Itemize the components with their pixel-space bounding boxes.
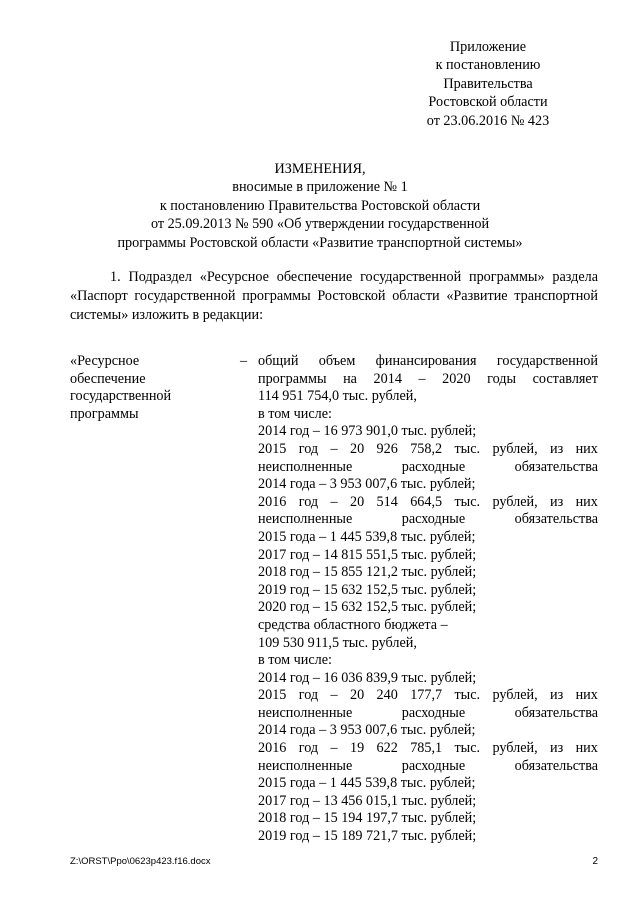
funding-line: 2017 год – 13 456 015,1 тыс. рублей;	[258, 792, 477, 809]
funding-word: рублей,	[492, 440, 538, 457]
funding-word: них	[575, 740, 598, 757]
page-number: 2	[592, 856, 598, 867]
funding-word: из	[550, 687, 564, 704]
funding-word: 664,5	[410, 493, 443, 510]
funding-word: обязательства	[514, 757, 598, 774]
funding-word: составляет	[532, 370, 598, 387]
funding-line: в том числе:	[258, 405, 332, 422]
label-line: «Ресурсное	[70, 353, 140, 369]
funding-word: объем	[318, 353, 356, 369]
funding-word: 20	[349, 687, 365, 704]
funding-word: тыс.	[454, 440, 481, 457]
funding-line	[258, 494, 598, 512]
funding-word: неисполненные	[258, 511, 353, 528]
funding-word: государственной	[496, 353, 598, 369]
funding-line: средства областного бюджета –	[258, 616, 448, 633]
funding-word: год	[298, 440, 319, 457]
funding-word: из	[550, 740, 564, 757]
label-line: программы	[70, 405, 139, 422]
title-line: к постановлению Правительства Ростовской области	[159, 197, 481, 214]
funding-word: 2020	[442, 370, 471, 387]
funding-line	[258, 353, 598, 371]
funding-line: 2015 года – 1 445 539,8 тыс. рублей;	[258, 775, 476, 792]
file-path: Z:\ORST\Ppo\0623p423.f16.docx	[70, 856, 211, 867]
funding-word: 622	[376, 740, 398, 757]
funding-word: 2016	[258, 493, 287, 510]
funding-line	[258, 371, 598, 389]
funding-line	[258, 511, 598, 529]
funding-word: тыс.	[454, 687, 481, 704]
funding-line	[258, 459, 598, 477]
funding-word: –	[330, 440, 338, 457]
label-line: государственной	[70, 388, 172, 405]
funding-word: 926	[376, 440, 398, 457]
document-title	[0, 160, 640, 252]
funding-word: 514	[376, 493, 398, 510]
funding-word: программы	[258, 370, 327, 387]
funding-word: финансирования	[375, 353, 477, 369]
funding-word: 2015	[258, 440, 287, 457]
funding-word: 2015	[258, 687, 287, 704]
title-line: программы Ростовской области «Развитие транспортной системы»	[117, 234, 523, 251]
funding-word: 758,2	[410, 440, 443, 457]
funding-word: 2016	[258, 740, 287, 757]
funding-word: тыс.	[454, 740, 481, 757]
funding-line: 2015 года – 1 445 539,8 тыс. рублей;	[258, 528, 476, 545]
funding-word: общий	[258, 353, 299, 369]
funding-details	[258, 353, 598, 846]
funding-word: расходные	[401, 757, 466, 774]
title-line: от 25.09.2013 № 590 «Об утверждении государственной	[150, 216, 490, 233]
funding-line: 2014 год – 16 973 901,0 тыс. рублей;	[258, 423, 477, 440]
resource-label	[70, 353, 210, 423]
paragraph-text: 1. Подраздел «Ресурсное обеспечение государственной программы» раздела «Паспорт государственной программы Ростовской области «Развитие транспортной системы» изложить в редакции:	[70, 269, 598, 323]
stamp-line: Приложение	[449, 39, 527, 55]
funding-word: обязательства	[514, 704, 598, 721]
funding-word: 240	[376, 687, 398, 704]
funding-word: рублей,	[492, 740, 538, 757]
funding-word: 19	[349, 740, 365, 757]
funding-line: 2014 год – 16 036 839,9 тыс. рублей;	[258, 669, 477, 686]
stamp-line: Правительства	[443, 75, 533, 92]
funding-word: на	[343, 370, 357, 387]
funding-word: неисполненные	[258, 757, 353, 774]
funding-word: 785,1	[410, 740, 443, 757]
funding-line	[258, 687, 598, 705]
funding-line: 2019 год – 15 632 152,5 тыс. рублей;	[258, 581, 477, 598]
appendix-stamp	[398, 38, 578, 130]
funding-word: них	[575, 440, 598, 457]
title-line: вносимые в приложение № 1	[232, 179, 408, 196]
funding-word: обязательства	[514, 511, 598, 528]
intro-paragraph	[70, 268, 598, 325]
funding-word: рублей,	[492, 493, 538, 510]
funding-word: тыс.	[454, 493, 481, 510]
funding-word: –	[330, 687, 338, 704]
funding-line: 2014 года – 3 953 007,6 тыс. рублей;	[258, 476, 476, 493]
label-line: обеспечение	[70, 370, 146, 387]
funding-word: 20	[349, 493, 365, 510]
funding-word: годы	[487, 370, 517, 387]
funding-word: расходные	[401, 511, 466, 528]
funding-line: 2018 год – 15 855 121,2 тыс. рублей;	[258, 564, 477, 581]
funding-word: расходные	[401, 458, 466, 475]
funding-line: 2019 год – 15 189 721,7 тыс. рублей;	[258, 828, 477, 845]
funding-line	[258, 705, 598, 723]
funding-word: рублей,	[492, 687, 538, 704]
funding-line	[258, 758, 598, 776]
title-heading: ИЗМЕНЕНИЯ,	[274, 161, 366, 177]
funding-line: 2014 года – 3 953 007,6 тыс. рублей;	[258, 722, 476, 739]
funding-line: 2020 год – 15 632 152,5 тыс. рублей;	[258, 599, 477, 616]
separator-dash: –	[240, 353, 248, 369]
funding-word: из	[550, 493, 564, 510]
funding-word: год	[298, 740, 319, 757]
funding-word: них	[575, 687, 598, 704]
stamp-line: от 23.06.2016 № 423	[426, 112, 550, 129]
funding-word: неисполненные	[258, 704, 353, 721]
funding-line	[258, 740, 598, 758]
funding-word: из	[550, 440, 564, 457]
funding-word: обязательства	[514, 458, 598, 475]
funding-line: 109 530 911,5 тыс. рублей,	[258, 634, 417, 651]
funding-word: –	[418, 370, 426, 387]
funding-line: 114 951 754,0 тыс. рублей,	[258, 388, 417, 405]
funding-line	[258, 441, 598, 459]
stamp-line: Ростовской области	[428, 94, 548, 111]
funding-word: год	[298, 493, 319, 510]
funding-word: 20	[349, 440, 365, 457]
funding-line: 2017 год – 14 815 551,5 тыс. рублей;	[258, 546, 477, 563]
stamp-line: к постановлению	[435, 57, 541, 74]
funding-word: –	[330, 493, 338, 510]
funding-word: год	[298, 687, 319, 704]
funding-word: 2014	[373, 370, 402, 387]
funding-line: в том числе:	[258, 652, 332, 669]
funding-word: неисполненные	[258, 458, 353, 475]
funding-line: 2018 год – 15 194 197,7 тыс. рублей;	[258, 810, 477, 827]
funding-word: них	[575, 493, 598, 510]
funding-word: –	[330, 740, 338, 757]
funding-word: 177,7	[410, 687, 443, 704]
funding-word: расходные	[401, 704, 466, 721]
